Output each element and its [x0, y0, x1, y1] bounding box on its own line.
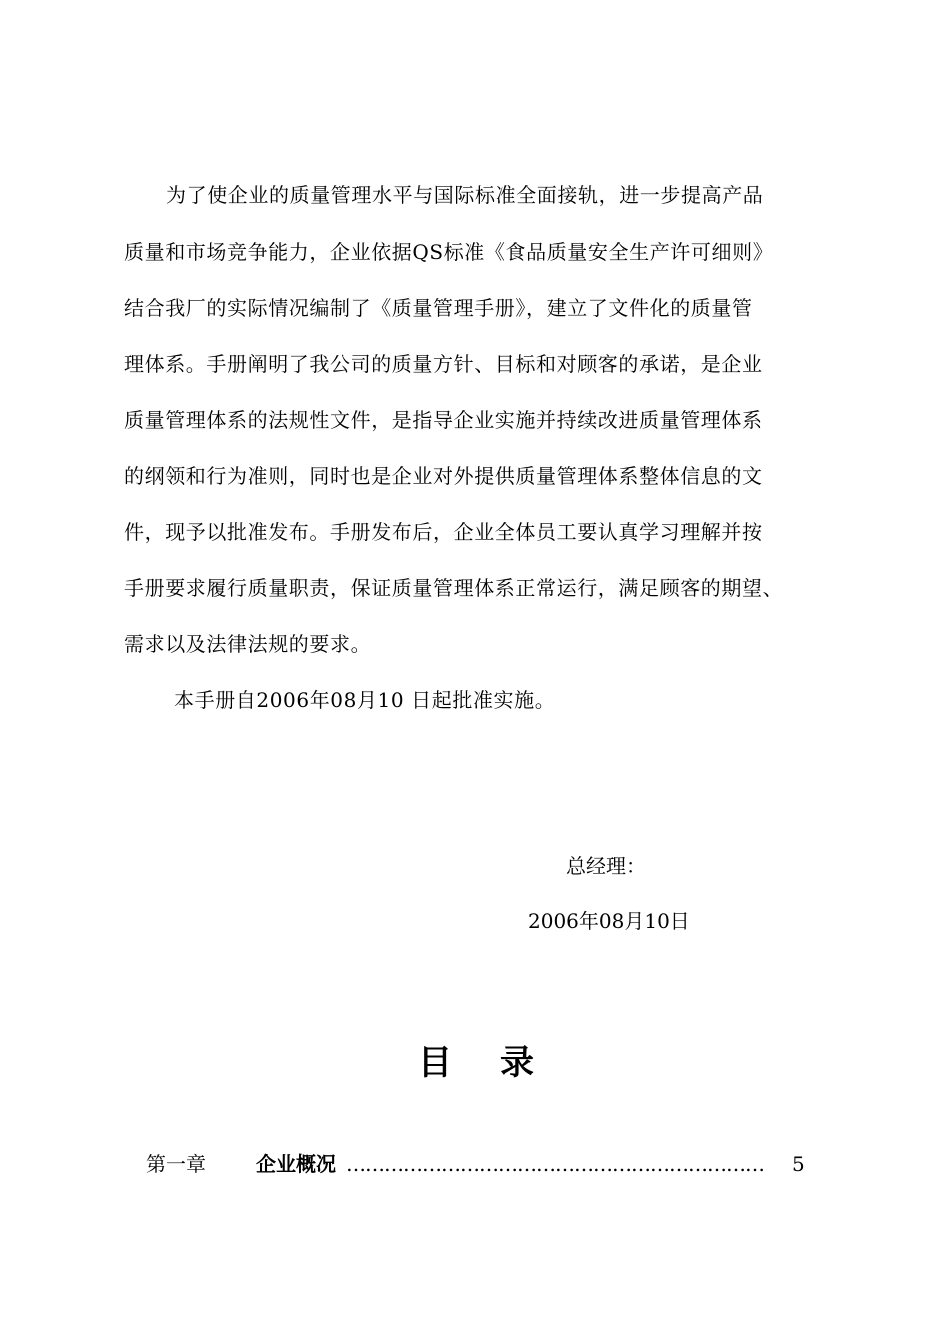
toc-chapter-number: 第一章 — [146, 1152, 206, 1176]
toc-entry[interactable] — [146, 1150, 806, 1178]
toc-chapter-name: 企业概况 — [256, 1152, 336, 1176]
preface-line-4: 理体系。手册阐明了我公司的质量方针、目标和对顾客的承诺，是企业 — [124, 352, 763, 376]
approval-statement: 本手册自2006年08月10 日起批准实施。 — [174, 688, 556, 712]
preface-line-3: 结合我厂的实际情况编制了《质量管理手册》，建立了文件化的质量管 — [124, 296, 753, 320]
toc-leader-dots: ………………………………………………………… — [346, 1152, 764, 1176]
general-manager-label: 总经理： — [566, 854, 646, 878]
preface-line-5: 质量管理体系的法规性文件，是指导企业实施并持续改进质量管理体系 — [124, 408, 763, 432]
preface-line-1: 为了使企业的质量管理水平与国际标准全面接轨，进一步提高产品 — [166, 183, 764, 207]
signature-date: 2006年08月10日 — [528, 909, 690, 933]
preface-line-8: 手册要求履行质量职责，保证质量管理体系正常运行，满足顾客的期望、 — [124, 576, 784, 600]
preface-line-9: 需求以及法律法规的要求。 — [124, 632, 372, 656]
toc-title: 目录 — [418, 1043, 582, 1083]
preface-line-6: 的纲领和行为准则，同时也是企业对外提供质量管理体系整体信息的文 — [124, 464, 763, 488]
preface-line-2: 质量和市场竞争能力，企业依据QS标准《食品质量安全生产许可细则》 — [124, 240, 774, 264]
preface-line-7: 件，现予以批准发布。手册发布后，企业全体员工要认真学习理解并按 — [124, 520, 763, 544]
toc-page-number: 5 — [792, 1152, 805, 1176]
